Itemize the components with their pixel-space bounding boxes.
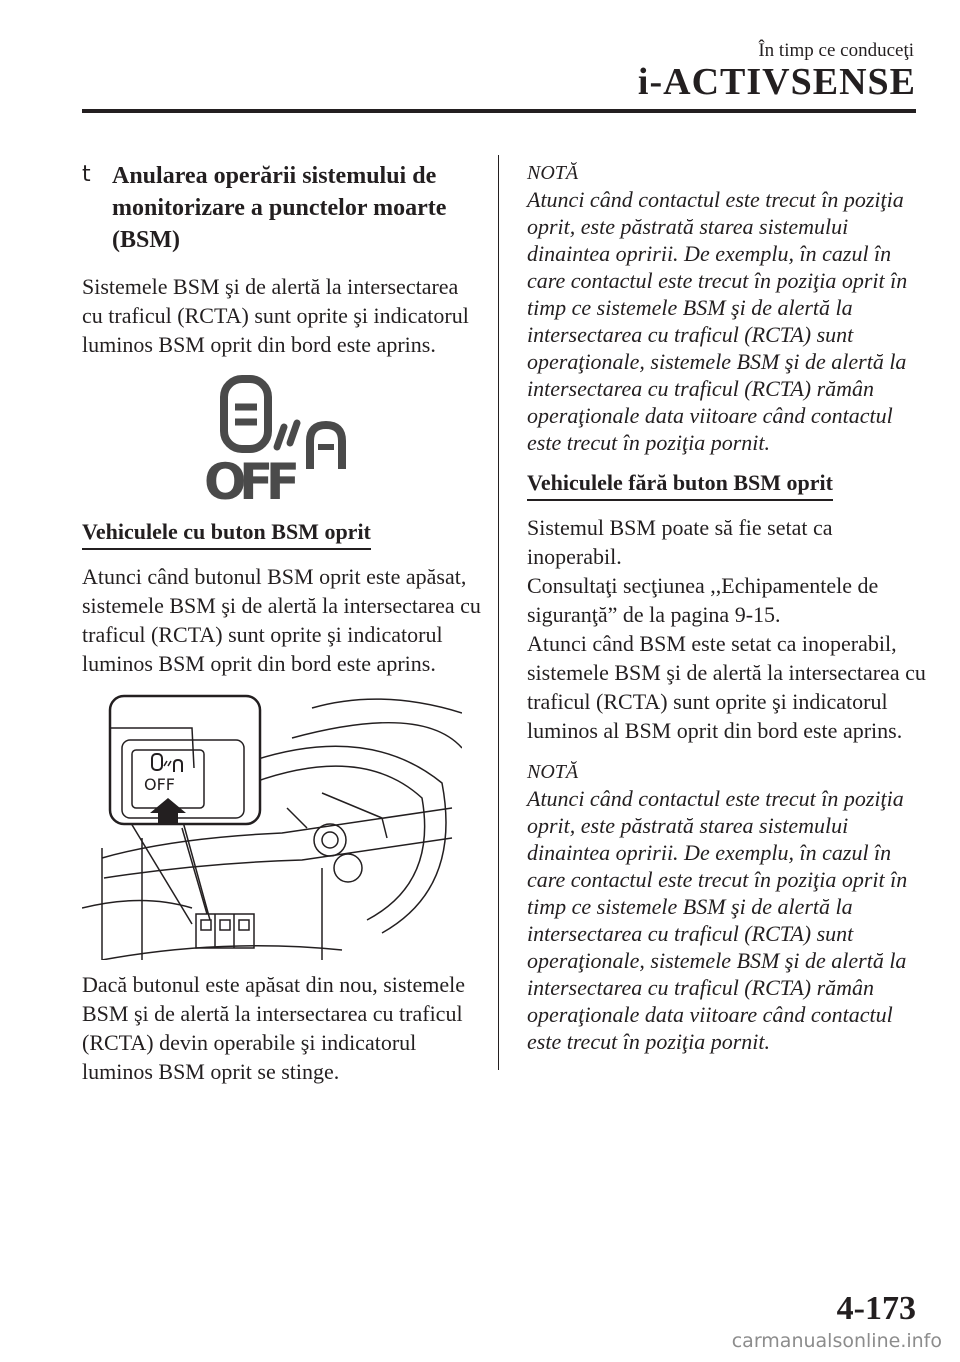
note-text-2: Atunci când contactul este trecut în poziţia oprit, este păstrată starea sistemului dinaintea opririi. De exemplu, în cazul în care contactul este trecut în poziţia oprit în timp ce sistemele BSM şi de alertă la intersectarea cu traficul (RCTA) sunt operaţionale, sistemele BSM şi de alertă la intersectarea cu traficul (RCTA) rămân operaţionale data viitoare când contactul este trecut în poziţia pornit. <box>527 786 908 1054</box>
header-section-title: În timp ce conduceţi <box>758 40 914 61</box>
column-divider <box>498 155 499 1070</box>
bsm-off-indicator-icon <box>204 373 354 503</box>
subheading-without-button: Vehiculele fără buton BSM oprit <box>527 468 833 501</box>
note-label-1: NOTĂ <box>527 162 579 184</box>
watermark-text: carmanualsonline.info <box>731 1330 942 1352</box>
header-chapter-title: i-ACTIVSENSE <box>637 61 916 103</box>
press-again-paragraph: Dacă butonul este apăsat din nou, sistemele BSM şi de alertă la intersectarea cu traficul (RCTA) devin operabile şi indicatorul luminos BSM oprit se stinge. <box>82 972 466 1084</box>
section-heading-row <box>82 160 482 256</box>
note-text-1: Atunci când contactul este trecut în poziţia oprit, este păstrată starea sistemului dinaintea opririi. De exemplu, în cazul în care contactul este trecut în poziţia oprit în timp ce sistemele BSM şi de alertă la intersectarea cu traficul (RCTA) sunt operaţionale, sistemele BSM şi de alertă la intersectarea cu traficul (RCTA) rămân operaţionale data viitoare când contactul este trecut în poziţia pornit. <box>527 187 908 455</box>
note-label-2: NOTĂ <box>527 761 579 783</box>
button-paragraph: Atunci când butonul BSM oprit este apăsat, sistemele BSM şi de alertă la intersectarea cu traficul (RCTA) sunt oprite şi indicatorul luminos BSM oprit din bord este aprins. <box>82 564 481 676</box>
left-column <box>82 160 482 1086</box>
inoperable-paragraph-3: Atunci când BSM este setat ca inoperabil, sistemele BSM şi de alertă la intersectarea cu traficul (RCTA) sunt oprite şi indicatorul luminos al BSM oprit din bord este aprins. <box>527 631 926 743</box>
inoperable-paragraph-1: Sistemul BSM poate să fie setat ca inoperabil. <box>527 515 833 569</box>
page-number: 4-173 <box>836 1290 916 1327</box>
inoperable-paragraph-2: Consultaţi secţiunea ,,Echipamentele de siguranţă” de la pagina 9-15. <box>527 573 879 627</box>
right-column <box>527 160 927 1055</box>
dashboard-bsm-off-button-illustration <box>82 688 462 960</box>
indicator-off-text: OFF <box>204 453 300 503</box>
bullet-icon: t <box>82 162 91 187</box>
section-heading: Anularea operării sistemului de monitorizare a punctelor moarte (BSM) <box>112 163 447 253</box>
subheading-with-button: Vehiculele cu buton BSM oprit <box>82 517 371 550</box>
intro-paragraph: Sistemele BSM şi de alertă la intersectarea cu traficul (RCTA) sunt oprite şi indicatorul luminos BSM oprit din bord este aprins. <box>82 274 469 357</box>
header-rule <box>82 109 916 113</box>
illustration-off-text: OFF <box>144 775 175 794</box>
